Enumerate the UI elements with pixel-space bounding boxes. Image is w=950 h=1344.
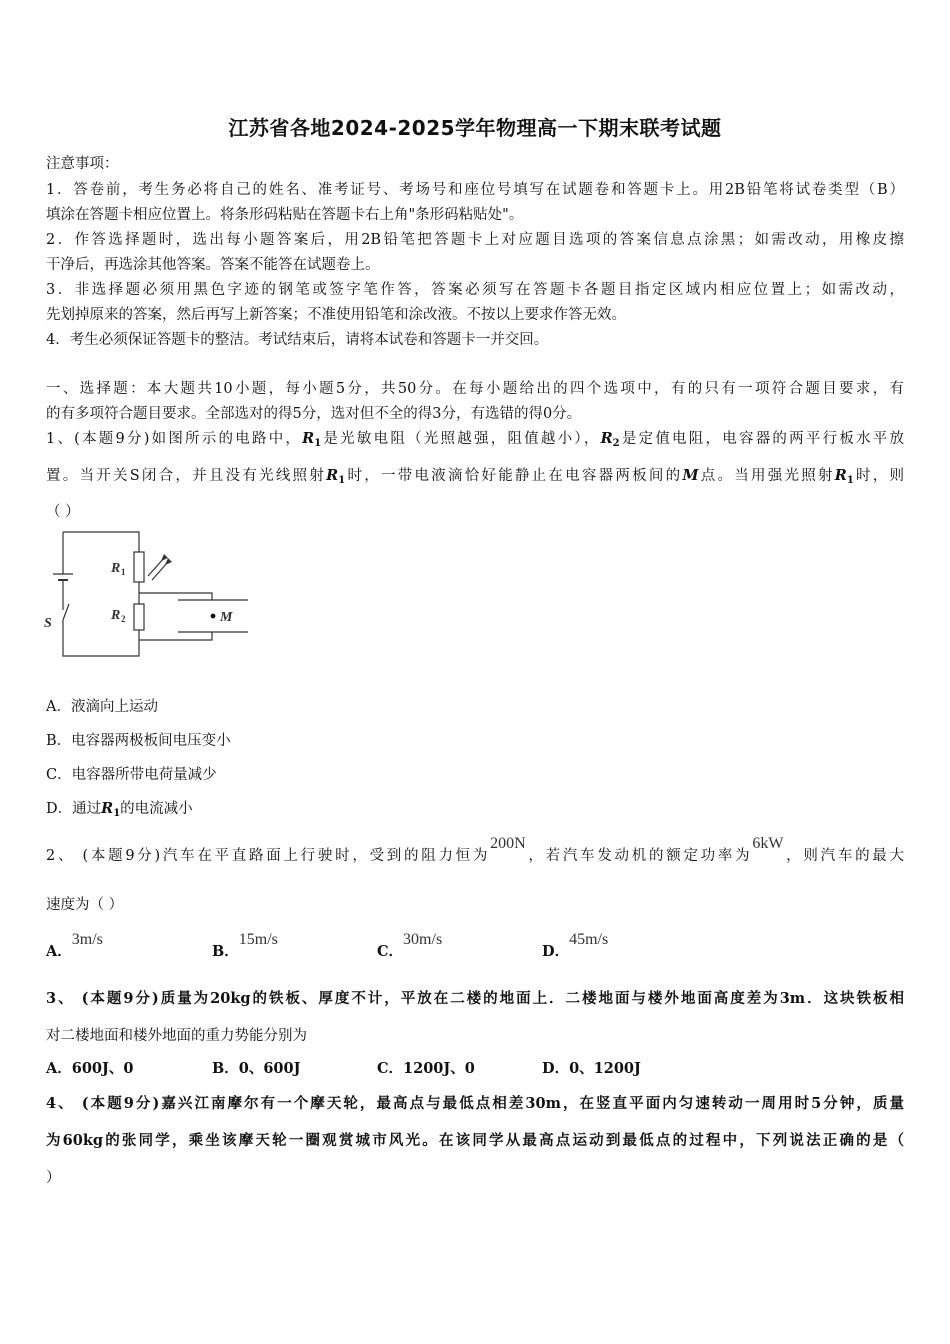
question-2-text: 速度为（ ） [46,897,124,913]
r1-subscript: 1 [121,567,126,577]
notice-line: 4．考生必须保证答题卡的整洁。考试结束后，请将本试卷和答题卡一并交回。 [46,332,549,348]
option-b: B．15m/s [212,931,278,960]
notice-line: 填涂在答题卡相应位置上。将条形码粘贴在答题卡右上角"条形码粘贴处"。 [46,207,524,223]
question-3-text: 3、 (本题9分)质量为20kg的铁板、厚度不计，平放在二楼的地面上．二楼地面与楼外地面高度差为3m．这块铁板相 [46,990,904,1007]
r1-label: R [111,561,121,576]
m-point-label: M [220,610,233,625]
option-b: B．电容器两极板间电压变小 [46,733,231,749]
notice-line: 先划掉原来的答案，然后再写上新答案；不准使用铅笔和涂改液。不按以上要求作答无效。 [46,307,626,323]
question-2-options [46,931,906,964]
option-d: D．通过$R_1$的电流减小 [46,800,193,819]
option-a: A．3m/s [46,931,103,960]
option-a: A．液滴向上运动 [46,699,158,715]
question-4-text: 4、 (本题9分)嘉兴江南摩尔有一个摩天轮，最高点与最低点相差30m，在竖直平面内匀速转动一周用时5分钟，质量 [46,1095,904,1112]
option-c: C．1200J、0 [377,1060,475,1077]
option-a: A．600J、0 [46,1060,134,1077]
option-d: D．45m/s [542,931,609,960]
r2-label: R [111,608,121,623]
question-1-text: 置。当开关S闭合，并且没有光线照射$R_1$时，一带电液滴恰好能静止在电容器两板间的M点。当用强光照射$R_1$时，则 [46,467,905,486]
question-4-text: 为60kg的张同学，乘坐该摩天轮一圈观赏城市风光。在该同学从最高点运动到最低点的过程中，下列说法正确的是（ [46,1132,904,1149]
notice-line: 3．非选择题必须用黑色字迹的钢笔或签字笔作答，答案必须写在答题卡各题目指定区域内相应位置上；如需改动， [46,282,904,298]
page-title: 江苏省各地2024-2025学年物理高一下期末联考试题 [228,116,722,140]
section-intro: 的有多项符合题目要求。全部选对的得5分，选对但不全的得3分，有选错的得0分。 [46,406,582,422]
question-2-text: 2、 (本题9分)汽车在平直路面上行驶时，受到的阻力恒为200N，若汽车发动机的额定功率为6kW，则汽车的最大 [46,835,905,864]
question-1-text: 1、(本题9分)如图所示的电路中，$R_1$是光敏电阻（光照越强，阻值越小），$R_2$是定值电阻，电容器的两平行板水平放 [46,430,905,449]
notice-heading: 注意事项： [46,156,119,172]
option-b: B．0、600J [212,1060,301,1077]
notice-line: 2．作答选择题时，选出每小题答案后，用2B铅笔把答题卡上对应题目选项的答案信息点涂黑；如需改动，用橡皮擦 [46,232,904,248]
r2-subscript: 2 [121,614,126,624]
notice-line: 1．答卷前，考生务必将自己的姓名、准考证号、考场号和座位号填写在试题卷和答题卡上。用2B铅笔将试卷类型（B） [46,182,904,198]
notice-line: 干净后，再选涂其他答案。答案不能答在试题卷上。 [46,257,380,273]
option-c: C．电容器所带电荷量减少 [46,767,217,783]
section-intro: 一、选择题：本大题共10小题，每小题5分，共50分。在每小题给出的四个选项中，有的只有一项符合题目要求，有 [46,381,904,397]
option-c: C．30m/s [377,931,443,960]
question-1-bracket: （ ） [46,504,80,520]
question-3-options [46,1057,906,1079]
question-4-text: ） [46,1170,61,1186]
switch-label: S [44,616,52,631]
question-3-text: 对二楼地面和楼外地面的重力势能分别为 [46,1028,307,1044]
option-d: D．0、1200J [542,1060,641,1077]
circuit-diagram [40,528,255,663]
